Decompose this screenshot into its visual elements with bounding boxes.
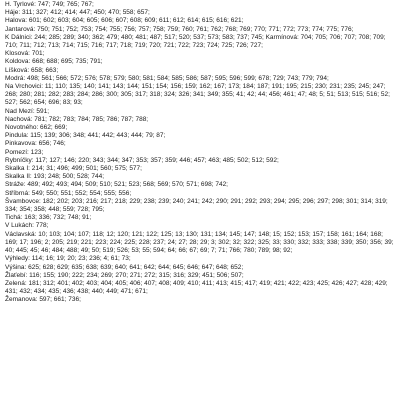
street-entry: K Dálnici: 244; 285; 289; 340; 362; 479; 480; 481; 487; 517; 520; 537; 573; 583; 737; 745; Karmínová: 704; 705; 706; 707; 708; 709; 710; 711; 712; 713; 714; 715; 716; 717; 718; 719; 720; 721; 722; 723; 724; 725; 726; 727;	[5, 33, 386, 50]
street-entry: Háje: 311; 327; 412; 414; 447; 450; 470; 558; 657;	[5, 9, 150, 17]
street-entry: Novotného: 662; 669;	[5, 124, 68, 132]
street-entry: H. Tyrlové: 747; 749; 765; 767;	[5, 1, 94, 8]
street-entry: Halova: 601; 602; 603; 604; 605; 606; 607; 608; 609; 611; 612; 614; 615; 616; 621;	[5, 17, 244, 25]
street-entry: Klosová: 701;	[5, 50, 45, 58]
street-entry: Jantarová: 750; 751; 752; 753; 754; 755; 756; 757; 758; 759; 760; 761; 762; 768; 769; 770; 771; 772; 773; 774; 775; 776;	[5, 25, 354, 33]
street-entry: Nachová: 781; 782; 783; 784; 785; 786; 787; 788;	[5, 115, 149, 123]
street-entry: Václavská: 10; 103; 104; 107; 118; 12; 120; 121; 122; 125; 13; 130; 131; 134; 145; 147; 148; 15; 152; 153; 157; 158; 161; 164; 168; 169; 17; 196; 2; 205; 219; 221; 223; 224; 225; 228; 237; 24; 27; 28; 29; 3; 302; 32; 322; 325; 33; 330; 332; 333; 338; 339; 350; 356; 39; 40; 445; 45; 46; 484; 488; 49; 50; 519; 526; 53; 55; 594; 64; 66; 67; 69; 7; 71; 766; 780; 789; 98; 92;	[5, 230, 394, 255]
street-entry: Výšina: 625; 628; 629; 635; 638; 639; 640; 641; 642; 644; 645; 646; 647; 648; 652;	[5, 263, 244, 271]
street-entry: Stříbrná: 549; 550; 551; 552; 554; 555; 556;	[5, 189, 132, 197]
street-entry: Pindula: 115; 139; 306; 348; 441; 442; 443; 444; 79; 87;	[5, 132, 166, 140]
street-entry: Pinkavova: 656; 746;	[5, 140, 66, 148]
street-index-document	[5, 1, 395, 305]
street-entry: Zelená: 181; 312; 401; 402; 403; 404; 405; 406; 407; 408; 409; 410; 411; 413; 415; 417; 419; 421; 422; 423; 425; 426; 427; 428; 429; 431; 432; 434; 435; 436; 438; 440; 449; 471; 671;	[5, 279, 388, 296]
street-entry: Žlaťebí: 116; 155; 190; 222; 234; 269; 270; 271; 272; 315; 316; 329; 451; 506; 507;	[5, 271, 244, 279]
street-entry: Tichá: 163; 336; 732; 748; 91;	[5, 214, 92, 222]
street-entry: Pomezí: 123;	[5, 148, 44, 156]
street-entry: Žemanova: 597; 661; 736;	[5, 296, 81, 304]
street-entry: Švambovce: 182; 202; 203; 216; 217; 218; 229; 238; 239; 240; 241; 242; 290; 291; 292; 293; 294; 295; 296; 297; 298; 301; 314; 319; 334; 354; 358; 448; 559; 728; 795;	[5, 197, 388, 214]
street-entry: Líšková: 658; 663;	[5, 66, 59, 74]
street-entry: Nad Mezí: 591;	[5, 107, 50, 115]
street-entry: Rybníčky: 117; 127; 146; 220; 343; 344; 347; 353; 357; 359; 446; 457; 463; 485; 502; 512; 592;	[5, 156, 279, 164]
street-entry: V Lukách: 778;	[5, 222, 49, 230]
street-entry: Výhledy: 114; 16; 19; 20; 23; 236; 4; 61; 73;	[5, 255, 131, 263]
street-entry: Skalka II: 193; 248; 500; 528; 744;	[5, 173, 105, 181]
street-entry: Na Vrchovici: 11; 110; 135; 140; 141; 143; 144; 151; 154; 156; 159; 162; 167; 173; 184; 187; 191; 195; 215; 230; 231; 235; 245; 247; 268; 280; 281; 282; 283; 284; 286; 300; 305; 317; 318; 324; 326; 341; 349; 355; 41; 42; 44; 456; 461; 47; 48; 5; 51; 513; 515; 516; 52; 527; 562; 654; 696; 83; 93;	[5, 83, 390, 107]
street-entry: Koldova: 668; 688; 695; 735; 791;	[5, 58, 103, 66]
street-entry: Skalka I: 214; 31; 496; 499; 501; 560; 575; 577;	[5, 165, 142, 173]
street-entry: Modrá: 498; 561; 566; 572; 576; 578; 579; 580; 581; 584; 585; 586; 587; 595; 596; 599; 678; 729; 743; 779; 794;	[5, 74, 329, 82]
street-entry: Stráže: 489; 492; 493; 494; 509; 510; 521; 523; 568; 569; 570; 571; 698; 742;	[5, 181, 228, 189]
